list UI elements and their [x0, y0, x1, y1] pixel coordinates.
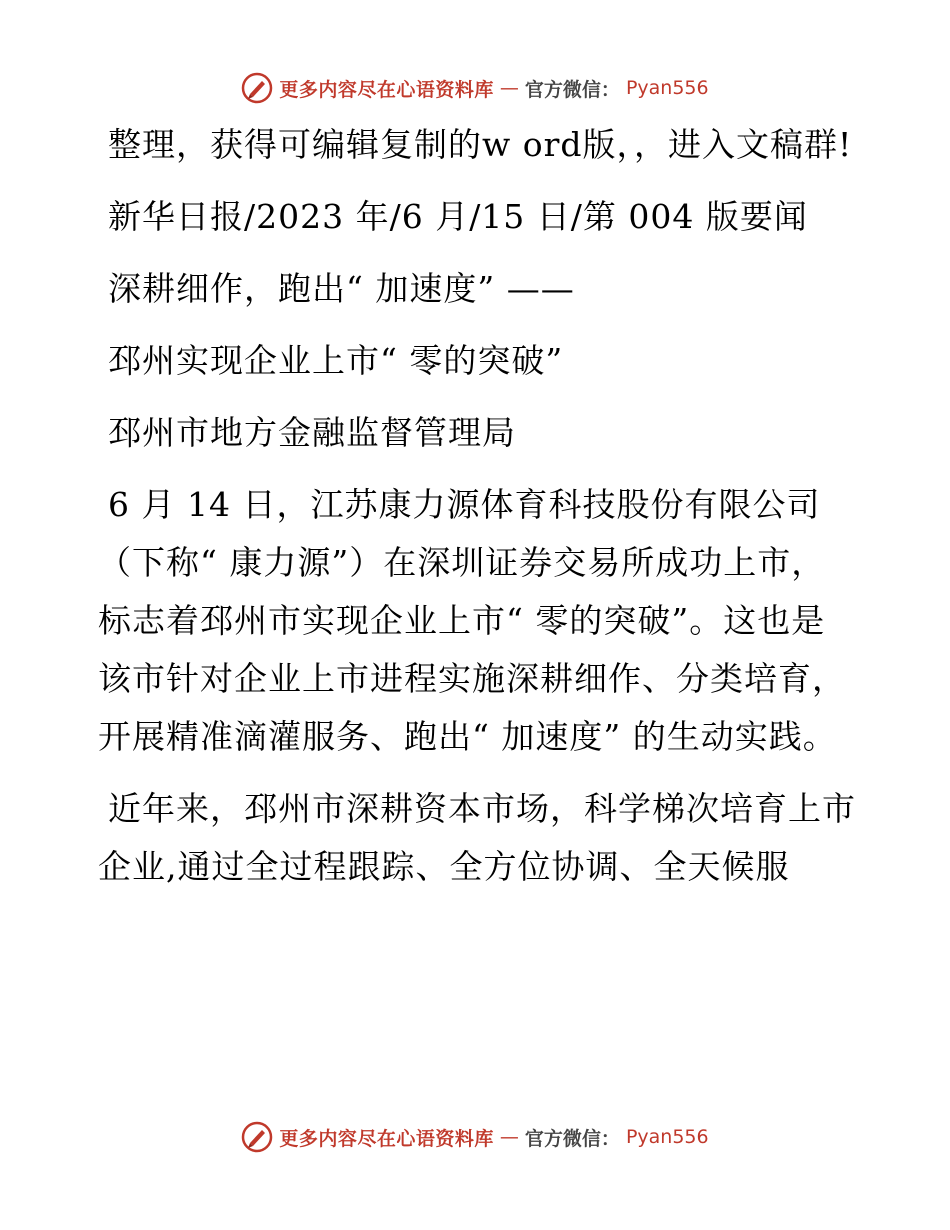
- watermark-wechat-id: Pyan556: [625, 1126, 709, 1148]
- pen-nib-logo-icon: [241, 1121, 273, 1153]
- watermark-dash: —: [499, 77, 519, 99]
- watermark-official-label: 官方微信：: [524, 78, 620, 101]
- title-line-2: 邳州实现企业上市“ 零的突破”: [108, 341, 564, 380]
- body-paragraph-2: 近年来，邳州市深耕资本市场，科学梯次培育上市企业,通过全过程跟踪、全方位协调、全天候服: [98, 789, 856, 886]
- body-paragraph-1: 6 月 14 日，江苏康力源体育科技股份有限公司（下称“ 康力源”）在深圳证券交易所成功上市，标志着邳州市实现企业上市“ 零的突破”。这也是该市针对企业上市进程实施深耕细作、分类培育，开展精准滴灌服务、跑出“ 加速度” 的生动实践。: [98, 485, 846, 756]
- watermark-official-label: 官方微信：: [524, 1127, 620, 1150]
- author-line: 邳州市地方金融监督管理局: [108, 413, 516, 452]
- intro-paragraph: 整理，获得可编辑复制的w ord版，，进入文稿群!: [108, 125, 853, 164]
- watermark-main-text: 更多内容尽在心语资料库: [279, 78, 494, 101]
- watermark-dash: —: [499, 1126, 519, 1148]
- pen-nib-logo-icon: [241, 72, 273, 104]
- footer-watermark: [0, 1121, 950, 1153]
- watermark-wechat-id: Pyan556: [625, 77, 709, 99]
- document-body: [98, 116, 858, 896]
- watermark-main-text: 更多内容尽在心语资料库: [279, 1127, 494, 1150]
- source-line: 新华日报/2023 年/6 月/15 日/第 004 版要闻: [108, 197, 808, 236]
- header-watermark: [0, 72, 950, 104]
- title-line-1: 深耕细作，跑出“ 加速度” ——: [108, 269, 575, 308]
